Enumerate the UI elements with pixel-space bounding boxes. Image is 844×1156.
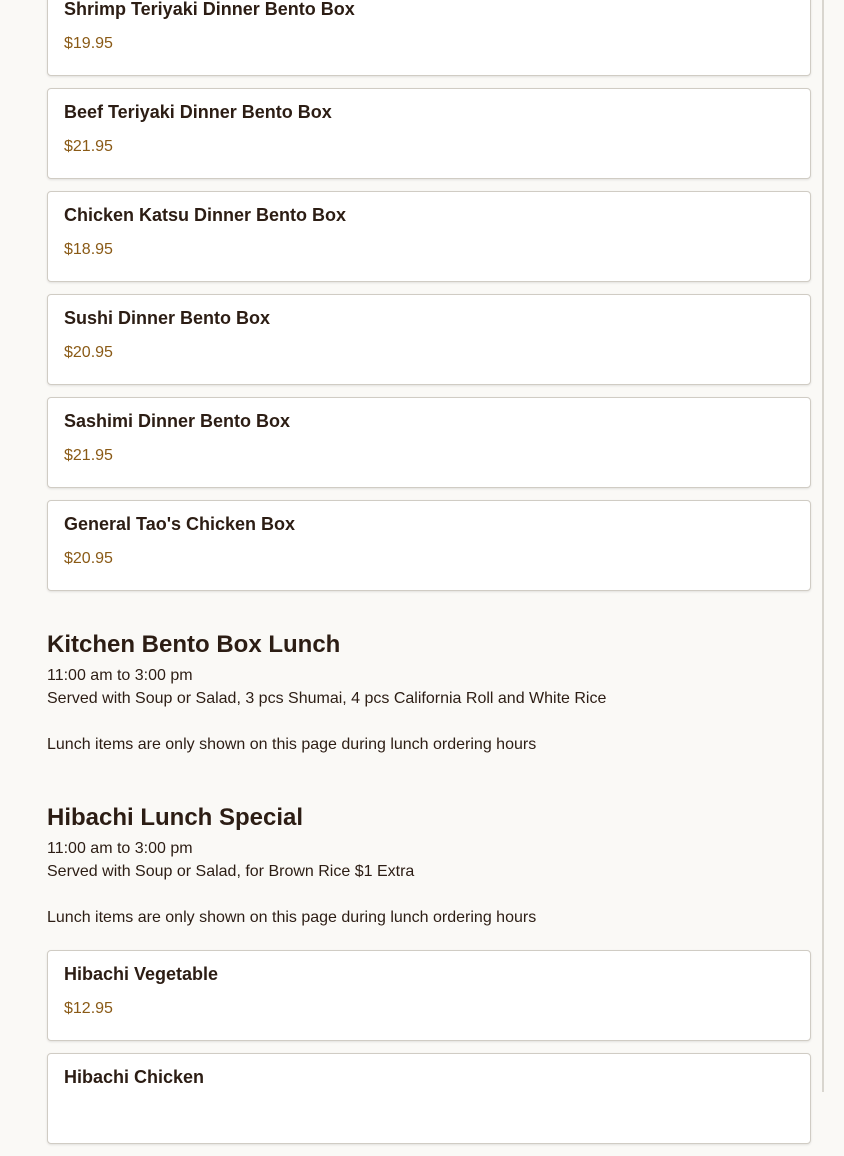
- menu-item-name: Hibachi Vegetable: [64, 964, 219, 984]
- section-title: Kitchen Bento Box Lunch: [47, 631, 341, 658]
- menu-item-name: Beef Teriyaki Dinner Bento Box: [64, 102, 332, 122]
- hibachi-lunch-section: [47, 803, 536, 929]
- menu-item-card[interactable]: [47, 397, 811, 488]
- menu-item-price: $19.95: [64, 35, 113, 52]
- menu-item-card[interactable]: [47, 0, 811, 76]
- menu-item-card[interactable]: [47, 950, 811, 1041]
- menu-item-name: Shrimp Teriyaki Dinner Bento Box: [64, 0, 355, 19]
- menu-item-price: $20.95: [64, 344, 113, 361]
- section-description: Served with Soup or Salad, 3 pcs Shumai, 4 pcs California Roll and White Rice: [47, 690, 607, 707]
- menu-item-card[interactable]: [47, 88, 811, 179]
- menu-item-price: $18.95: [64, 241, 113, 258]
- section-title: Hibachi Lunch Special: [47, 804, 304, 831]
- kitchen-bento-lunch-section: [47, 630, 606, 756]
- menu-item-name: Chicken Katsu Dinner Bento Box: [64, 205, 347, 225]
- menu-item-name: Sushi Dinner Bento Box: [64, 308, 271, 328]
- section-hours: 11:00 am to 3:00 pm: [47, 667, 193, 684]
- menu-item-price: $12.95: [64, 1000, 113, 1017]
- scroll-edge-divider: [822, 0, 824, 1092]
- menu-item-price: $20.95: [64, 550, 113, 567]
- menu-item-card[interactable]: [47, 191, 811, 282]
- menu-item-card[interactable]: [47, 500, 811, 591]
- menu-item-card[interactable]: [47, 294, 811, 385]
- lunch-hours-note: Lunch items are only shown on this page during lunch ordering hours: [47, 736, 537, 753]
- section-description: Served with Soup or Salad, for Brown Rice $1 Extra: [47, 863, 415, 880]
- menu-item-name: Hibachi Chicken: [64, 1067, 205, 1087]
- menu-item-price: $21.95: [64, 138, 113, 155]
- menu-item-name: General Tao's Chicken Box: [64, 514, 296, 534]
- menu-item-name: Sashimi Dinner Bento Box: [64, 411, 291, 431]
- dinner-bento-list: [47, 0, 811, 603]
- lunch-hours-note: Lunch items are only shown on this page during lunch ordering hours: [47, 909, 537, 926]
- section-hours: 11:00 am to 3:00 pm: [47, 840, 193, 857]
- menu-item-card[interactable]: [47, 1053, 811, 1144]
- menu-item-price: $21.95: [64, 447, 113, 464]
- hibachi-item-list: [47, 950, 811, 1156]
